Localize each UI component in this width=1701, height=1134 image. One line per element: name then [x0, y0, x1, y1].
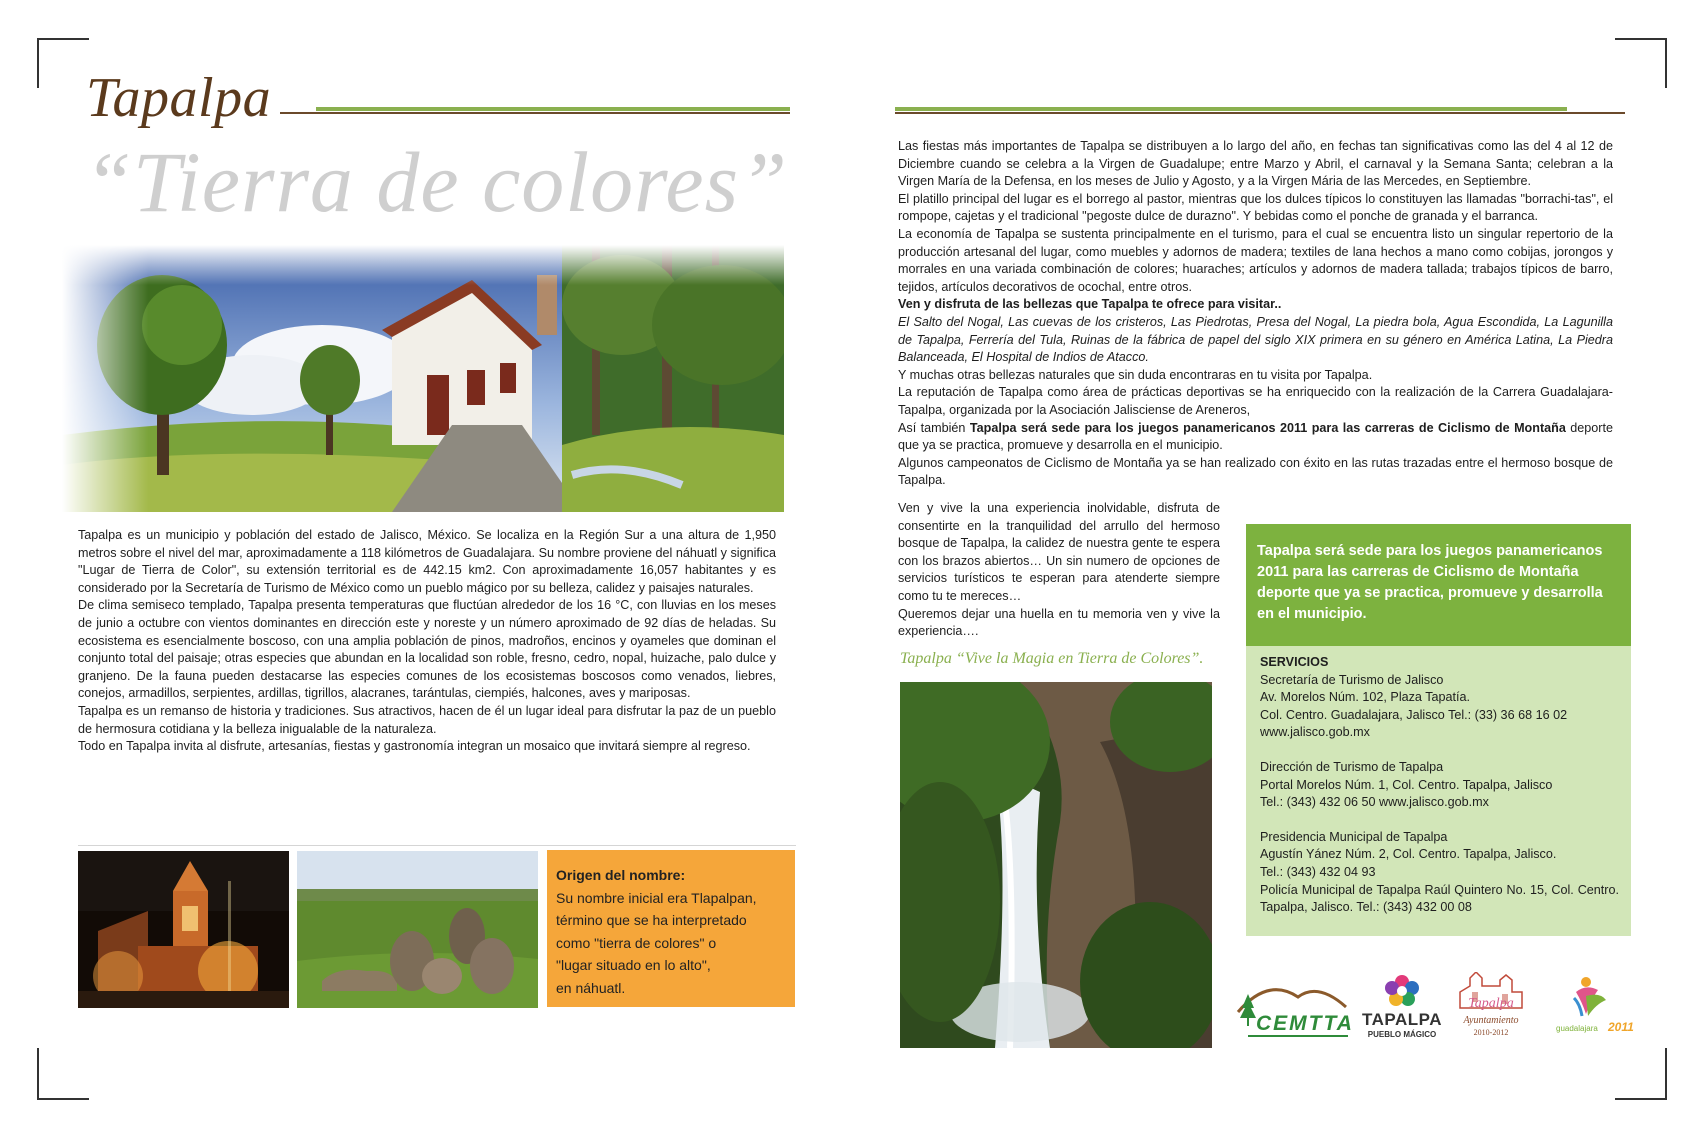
sports-paragraph: La reputación de Tapalpa como área de prácticas deportivas se ha enriquecido con la realización de la Carrera Guadalajara-Tapalpa, organizada por la Asociación Jalisciense de Areneros,: [898, 385, 1613, 417]
services-line: Tel.: (343) 432 06 50 www.jalisco.gob.mx: [1260, 795, 1489, 810]
services-line: Policía Municipal de Tapalpa Raúl Quintero No. 15, Col. Centro. Tapalpa, Jalisco. Tel.: (343) 432 00 08: [1260, 882, 1619, 915]
guadalajara-2011-logo: [1556, 974, 1632, 1044]
origin-line: término que se ha interpretado: [556, 912, 747, 928]
photo-caption: Tapalpa “Vive la Magia en Tierra de Colores”.: [900, 650, 1204, 667]
services-line: Av. Morelos Núm. 102, Plaza Tapatía.: [1260, 690, 1471, 705]
title-rule-green: [316, 107, 790, 111]
origin-line: "lugar situado en lo alto",: [556, 957, 711, 973]
ayuntamiento-logo-title: Tapalpa: [1468, 996, 1514, 1011]
climate-paragraph: De clima semiseco templado, Tapalpa presenta temperaturas que fluctúan alrededor de los 16 °C, con lluvias en los meses de junio a octubre con vientos dominantes en dirección este y noreste y un número aproximado de 92 días de heladas. Su ecosistema es esencialmente boscoso, con una amplia población de pinos, madroños, encinos y oyameles que dominan el conjunto total del paisaje; otras especies que abundan en la localidad son roble, fresno, cedro, nopal, huizache, palo dulce y granjeno. De la fauna pueden destacarse las especies comunes de los ecosistemas boscosos como venados, liebres, conejos, armadillos, serpientes, ardillas, tigrillos, alacranes, tarántulas, ciempiés, halcones, aves y mariposas.: [78, 598, 776, 701]
memory-paragraph: Queremos dejar una huella en tu memoria ven y vive la experiencia….: [898, 606, 1220, 639]
food-paragraph: El platillo principal del lugar es el borrego al pastor, mientras que los dulces típicos lo constituyen las llamadas "borrachi-tas", el rompope, cajetas y el tradicional "pegoste dulce de durazno". Y bebidas como el ponche de granada y el barranca.: [898, 191, 1613, 224]
origin-heading: Origen del nombre:: [556, 867, 686, 883]
guadalajara-year-text: 2011: [1608, 1020, 1634, 1034]
title-rule-brown: [280, 112, 790, 114]
ayuntamiento-logo: [1450, 972, 1532, 1046]
hero-collage-image: [62, 245, 784, 512]
experience-text: [898, 500, 1220, 641]
origin-name-box: [547, 850, 795, 1007]
championships-paragraph: Algunos campeonatos de Ciclismo de Montaña ya se han realizado con éxito en las rutas trazadas entre el hermoso bosque de Tapalpa.: [898, 455, 1613, 488]
origin-line: como "tierra de colores" o: [556, 934, 717, 951]
panamerican-paragraph: [898, 420, 1613, 455]
rocks-landscape-photo: [297, 851, 538, 1008]
crop-mark-bottom-right: [1615, 1048, 1667, 1100]
services-box: [1246, 646, 1631, 936]
services-line: Tel.: (343) 432 04 93: [1260, 864, 1376, 879]
services-line: Presidencia Municipal de Tapalpa: [1260, 829, 1448, 844]
services-line: Secretaría de Turismo de Jalisco: [1260, 672, 1444, 687]
origin-line: en náhuatl.: [556, 979, 626, 996]
page-title: Tapalpa: [86, 67, 272, 129]
origin-line: Su nombre inicial era Tlapalpan,: [556, 889, 757, 906]
cemtta-logo: [1228, 972, 1354, 1042]
visit-list: El Salto del Nogal, Las cuevas de los cristeros, Las Piedrotas, Presa del Nogal, La piedra bola, Agua Escondida, La Lagunilla de Tapalpa, Ferrería del Tula, Ruinas de la fábrica de papel del siglo XIX primera en su género en América Latina, La Piedra Balanceada, El Hospital de Indios de Atacco.: [898, 314, 1613, 365]
services-line: www.jalisco.gob.mx: [1260, 725, 1370, 740]
services-gap: [1260, 742, 1619, 759]
cemtta-logo-text: CEMTTA: [1256, 1012, 1354, 1035]
right-body-text: [898, 138, 1613, 490]
panamerican-bold: Tapalpa será sede para los juegos panamericanos 2011 para las carreras de Ciclismo de Montaña: [969, 420, 1566, 435]
crop-mark-top-left: [37, 38, 89, 88]
right-rule-green: [895, 107, 1567, 111]
ayuntamiento-years-text: 2010-2012: [1473, 1028, 1509, 1037]
page-subtitle: “Tierra de colores”: [84, 134, 788, 230]
services-line: Dirección de Turismo de Tapalpa: [1260, 759, 1444, 774]
services-gap: [1260, 812, 1619, 829]
services-line: Agustín Yánez Núm. 2, Col. Centro. Tapalpa, Jalisco.: [1260, 847, 1557, 862]
tapalpa-logo-text: TAPALPA: [1362, 1010, 1442, 1029]
church-night-photo: [78, 851, 289, 1008]
experience-paragraph: Ven y vive la una experiencia inolvidable, disfruta de consentirte en la tranquilidad del arrullo del hermoso bosque de Tapalpa, la calidez de nuestra gente te espera con los brazos abiertos… Un sin numero de opciones de servicios turísticos te esperan para atenderte siempre como tu te mereces…: [898, 501, 1220, 603]
visit-heading: Ven y disfruta de las bellezas que Tapalpa te ofrece para visitar..: [898, 297, 1282, 312]
waterfall-photo: [900, 682, 1212, 1048]
right-rule-brown: [895, 112, 1625, 114]
intro-text: [78, 527, 776, 756]
closing-paragraph: Todo en Tapalpa invita al disfrute, artesanías, fiestas y gastronomía integran un mosaico que invitará siempre al regreso.: [78, 739, 751, 754]
tapalpa-pueblo-magico-logo: [1362, 972, 1442, 1044]
more-paragraph: Y muchas otras bellezas naturales que sin duda encontraras en tu visita por Tapalpa.: [898, 367, 1373, 382]
crop-mark-bottom-left: [37, 1048, 89, 1100]
services-line: Col. Centro. Guadalajara, Jalisco Tel.: (33) 36 68 16 02: [1260, 707, 1568, 722]
intro-paragraph: Tapalpa es un municipio y población del estado de Jalisco, México. Se localiza en la Región Sur a una altura de 1,950 metros sobre el nivel del mar, aproximadamente a 118 kilómetros de Guadalajara. Su nombre proviene del náhuatl y significa "Lugar de Tierra de Color", su extensión territorial es de 442.15 km2. Con aproximadamente 16,057 habitantes y es considerado por la Secretaría de Turismo de México como un pueblo mágico por su belleza, calidez y paisajes naturales.: [78, 528, 776, 595]
history-paragraph: Tapalpa es un remanso de historia y tradiciones. Sus atractivos, hacen de él un lugar ideal para disfrutar la paz de un pueblo de hermosura cotidiana y la belleza inigualable de la naturaleza.: [78, 703, 776, 736]
panamerican-highlight-box: Tapalpa será sede para los juegos panamericanos 2011 para las carreras de Ciclismo de Montaña deporte que ya se practica, promueve y desarrolla en el municipio.: [1246, 524, 1631, 646]
crop-mark-top-right: [1615, 38, 1667, 88]
pueblo-magico-text: PUEBLO MÁGICO: [1367, 1030, 1437, 1039]
ayuntamiento-logo-text: Ayuntamiento: [1463, 1015, 1519, 1026]
panamerican-suffix: deporte que ya se practica, promueve y desarrolla en el municipio.: [898, 420, 1613, 453]
economy-paragraph: La economía de Tapalpa se sustenta principalmente en el turismo, para el cual se encuentra listo un singular repertorio de la producción artesanal del lugar, como muebles y adornos de madera; textiles de lana hechos a mano como cobijas, jorongos y morrales en una variada combinación de colores; huaraches; artículos y adornos de madera tallada; trabajos típicos de barro, tejidos, artículos decorativos de ocochal, entre otros.: [898, 226, 1613, 294]
divider-line: [78, 845, 796, 846]
festivals-paragraph: Las fiestas más importantes de Tapalpa se distribuyen a lo largo del año, en fechas tan significativas como las del 4 al 12 de Diciembre cuando se celebra a la Virgen de Guadalupe; entre Marzo y Abril, el carnaval y la Semana Santa; celebran a la Virgen María de la Defensa, en los meses de Julio y Agosto, y a la Virgen Mária de las Mercedes, en Septiembre.: [898, 139, 1613, 189]
panamerican-prefix: Así también: [898, 420, 970, 435]
services-heading: SERVICIOS: [1260, 655, 1329, 669]
services-line: Portal Morelos Núm. 1, Col. Centro. Tapalpa, Jalisco: [1260, 777, 1553, 792]
guadalajara-logo-text: guadalajara: [1556, 1024, 1598, 1033]
